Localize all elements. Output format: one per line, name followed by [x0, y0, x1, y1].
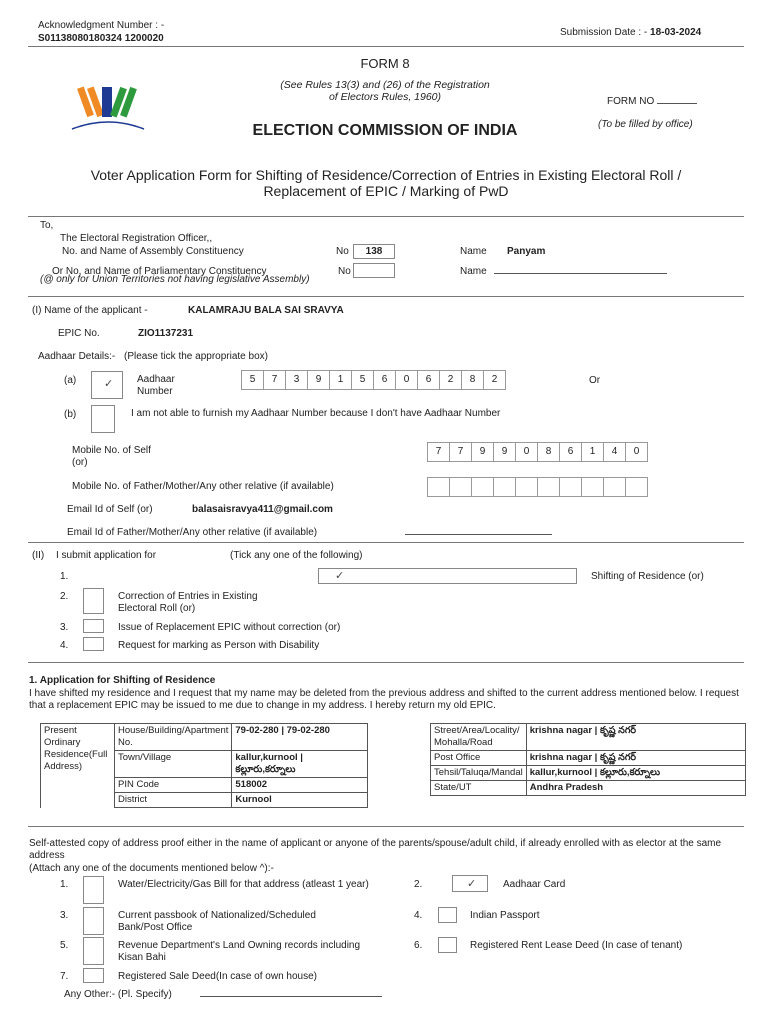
officer-label: The Electoral Registration Officer,,: [60, 233, 213, 244]
digit-cell[interactable]: 6: [559, 442, 582, 462]
digit-cell[interactable]: 2: [439, 370, 462, 390]
doc6-no: 6.: [414, 940, 423, 951]
digit-cell[interactable]: 0: [515, 442, 538, 462]
tehsil-value: kallur,kurnool | కల్లూరు,కర్నూలు: [526, 766, 745, 781]
opt4-label: Request for marking as Person with Disability: [118, 640, 320, 651]
check-icon: ✓: [467, 878, 477, 890]
digit-cell[interactable]: 6: [417, 370, 440, 390]
shifting-heading: 1. Application for Shifting of Residence: [29, 675, 216, 686]
opt4-no: 4.: [60, 640, 69, 651]
digit-cell[interactable]: 6: [373, 370, 396, 390]
pin-value: 518002: [232, 778, 368, 793]
opt1-no: 1.: [60, 571, 69, 582]
post-value: krishna nagar | కృష్ణ నగర్: [526, 751, 745, 766]
form-title: FORM 8: [360, 56, 410, 71]
commission-title: ELECTION COMMISSION OF INDIA: [252, 122, 518, 139]
mobile-relative-label: Mobile No. of Father/Mother/Any other relative (if available): [72, 481, 334, 492]
submission-label: Submission Date : -: [560, 27, 648, 38]
epic-label: EPIC No.: [58, 328, 100, 339]
ack-block: [38, 19, 164, 45]
rules-text: (See Rules 13(3) and (26) of the Registration of Electors Rules, 1960): [280, 79, 490, 103]
ac-no-label: No: [336, 246, 349, 257]
aadhaar-checkbox[interactable]: [91, 371, 123, 399]
pwd-checkbox[interactable]: [83, 637, 104, 651]
tehsil-label: Tehsil/Taluqa/Mandal: [431, 766, 527, 781]
digit-cell[interactable]: 5: [351, 370, 374, 390]
aadhaar-number-label: Aadhaar Number: [137, 374, 175, 397]
epic-value: ZIO1137231: [138, 328, 194, 339]
digit-cell[interactable]: [427, 477, 450, 497]
digit-cell[interactable]: 3: [285, 370, 308, 390]
doc1-label: Water/Electricity/Gas Bill for that address (atleast 1 year): [118, 879, 369, 890]
digit-cell[interactable]: [537, 477, 560, 497]
house-label: House/Building/Apartment No.: [115, 724, 232, 751]
street-label: Street/Area/Locality/ Mohalla/Road: [431, 724, 527, 751]
doc5-label: Revenue Department's Land Owning records including Kisan Bahi: [118, 940, 361, 963]
present-residence-label: Present Ordinary Residence(Full Address): [41, 724, 115, 808]
house-value: 79-02-280 | 79-02-280: [232, 724, 368, 751]
divider: [28, 542, 744, 543]
ac-name-label: Name: [460, 246, 487, 257]
other-doc-label: Any Other:- (Pl. Specify): [64, 989, 172, 1000]
shifting-paragraph: I have shifted my residence and I request that my name may be deleted from the previous address and shifted to the current address mentioned below. I request that a replacement EPIC may be issued to me due to change in my address. I hereby return my old EPIC.: [29, 688, 739, 711]
street-value: krishna nagar | కృష్ణ నగర్: [526, 724, 745, 751]
ac-no-field[interactable]: 138: [353, 244, 395, 259]
digit-cell[interactable]: [581, 477, 604, 497]
check-icon: ✓: [104, 378, 114, 390]
no-aadhaar-checkbox[interactable]: [91, 405, 115, 433]
pc-label: Or No. and Name of Parliamentary Constituency: [52, 266, 267, 277]
town-label: Town/Village: [115, 751, 232, 778]
ut-note: (@ only for Union Territories not having legislative Assembly): [40, 274, 310, 285]
doc3-label: Current passbook of Nationalized/Scheduled Bank/Post Office: [118, 910, 316, 933]
eci-logo: [68, 85, 148, 140]
shifting-checkbox[interactable]: [318, 568, 577, 584]
opt2-label: Correction of Entries in Existing Electoral Roll (or): [118, 591, 258, 614]
digit-cell[interactable]: 8: [537, 442, 560, 462]
email-relative-label: Email Id of Father/Mother/Any other relative (if available): [67, 527, 318, 538]
form-subtitle: Voter Application Form for Shifting of Residence/Correction of Entries in Existing Electoral Roll / Replacement of EPIC / Marking of PwD: [90, 167, 682, 199]
digit-cell[interactable]: [625, 477, 648, 497]
pc-name-label: Name: [460, 266, 487, 277]
state-value: Andhra Pradesh: [526, 781, 745, 796]
divider: [28, 826, 744, 827]
applicant-name-label: (I) Name of the applicant -: [32, 305, 148, 316]
doc4-no: 4.: [414, 910, 423, 921]
doc3-no: 3.: [60, 910, 69, 921]
digit-cell[interactable]: 4: [603, 442, 626, 462]
email-value: balasaisravya411@gmail.com: [192, 504, 333, 515]
divider: [28, 216, 744, 217]
doc7-checkbox[interactable]: [83, 968, 104, 983]
aadhaar-tick-note: (Please tick the appropriate box): [124, 351, 268, 362]
digit-cell[interactable]: 2: [483, 370, 506, 390]
no-aadhaar-text: I am not able to furnish my Aadhaar Number because I don't have Aadhaar Number: [131, 408, 501, 419]
email-label: Email Id of Self (or): [67, 504, 153, 515]
submit-label: I submit application for: [56, 550, 157, 561]
digit-cell[interactable]: 1: [329, 370, 352, 390]
office-note: (To be filled by office): [598, 119, 693, 130]
pc-no-field[interactable]: [353, 263, 395, 278]
digit-cell[interactable]: 9: [307, 370, 330, 390]
proof-intro: Self-attested copy of address proof either in the name of applicant or anyone of the parents/spouse/adult child, if already enrolled with as elector at the same address: [29, 838, 722, 861]
doc4-checkbox[interactable]: [438, 907, 457, 923]
doc1-no: 1.: [60, 879, 69, 890]
submission-block: [560, 27, 701, 38]
mobile-number-field[interactable]: [427, 442, 647, 462]
form-no-line: [657, 103, 697, 104]
mobile-relative-field[interactable]: [427, 477, 647, 497]
digit-cell[interactable]: [471, 477, 494, 497]
digit-cell[interactable]: [603, 477, 626, 497]
pin-label: PIN Code: [115, 778, 232, 793]
proof-attach-note: (Attach any one of the documents mentioned below ^):-: [29, 863, 274, 874]
to-label: To,: [40, 220, 54, 231]
doc5-checkbox[interactable]: [83, 937, 104, 965]
doc1-checkbox[interactable]: [83, 876, 104, 904]
digit-cell[interactable]: [559, 477, 582, 497]
digit-cell[interactable]: 0: [395, 370, 418, 390]
opt3-label: Issue of Replacement EPIC without correction (or): [118, 622, 341, 633]
digit-cell[interactable]: 7: [427, 442, 450, 462]
email-relative-line[interactable]: [405, 524, 552, 535]
digit-cell[interactable]: [449, 477, 472, 497]
divider: [28, 296, 744, 297]
doc6-checkbox[interactable]: [438, 937, 457, 953]
digit-cell[interactable]: [493, 477, 516, 497]
form-no-label: FORM NO: [607, 96, 655, 107]
ack-label: Acknowledgment Number : -: [38, 20, 165, 31]
digit-cell[interactable]: 8: [461, 370, 484, 390]
divider: [28, 662, 744, 663]
doc7-no: 7.: [60, 971, 69, 982]
option-a-label: (a): [64, 375, 77, 386]
opt1-label: Shifting of Residence (or): [591, 571, 704, 582]
correction-checkbox[interactable]: [83, 588, 104, 614]
doc7-label: Registered Sale Deed(In case of own house): [118, 971, 318, 982]
doc4-label: Indian Passport: [470, 910, 540, 921]
aadhaar-number-field[interactable]: [241, 370, 505, 390]
state-label: State/UT: [431, 781, 527, 796]
opt3-no: 3.: [60, 622, 69, 633]
digit-cell[interactable]: [515, 477, 538, 497]
doc3-checkbox[interactable]: [83, 907, 104, 935]
doc2-no: 2.: [414, 879, 423, 890]
digit-cell[interactable]: 7: [263, 370, 286, 390]
ack-number: S01138080180324 1200020: [38, 33, 164, 44]
town-value: kallur,kurnool | కల్లూరు,కర్నూలు: [232, 751, 368, 778]
replacement-checkbox[interactable]: [83, 619, 104, 633]
doc5-no: 5.: [60, 940, 69, 951]
address-table-right: [430, 723, 746, 796]
opt2-no: 2.: [60, 591, 69, 602]
district-label: District: [115, 793, 232, 808]
digit-cell[interactable]: 1: [581, 442, 604, 462]
ac-name-value: Panyam: [507, 246, 546, 257]
digit-cell[interactable]: 7: [449, 442, 472, 462]
ac-label: No. and Name of Assembly Constituency: [62, 246, 244, 257]
digit-cell[interactable]: 5: [241, 370, 264, 390]
submission-date: 18-03-2024: [650, 27, 702, 38]
applicant-name: KALAMRAJU BALA SAI SRAVYA: [188, 305, 344, 316]
doc2-label: Aadhaar Card: [503, 879, 566, 890]
pc-name-line[interactable]: [494, 264, 667, 274]
district-value: Kurnool: [232, 793, 368, 808]
check-icon: ✓: [335, 570, 345, 582]
aadhaar-details-label: Aadhaar Details:-: [38, 351, 116, 362]
other-doc-line[interactable]: [200, 986, 382, 997]
or-label: Or: [589, 375, 601, 386]
form-no-block: [607, 96, 697, 107]
post-label: Post Office: [431, 751, 527, 766]
doc2-checkbox[interactable]: [452, 875, 488, 892]
digit-cell[interactable]: 9: [471, 442, 494, 462]
section2-tick-note: (Tick any one of the following): [230, 550, 363, 561]
divider: [28, 46, 744, 47]
pc-no-label: No: [338, 266, 351, 277]
address-table-left: [40, 723, 368, 808]
mobile-label: Mobile No. of Self (or): [72, 445, 151, 468]
doc6-label: Registered Rent Lease Deed (In case of tenant): [470, 940, 683, 951]
digit-cell[interactable]: 9: [493, 442, 516, 462]
digit-cell[interactable]: 0: [625, 442, 648, 462]
section2-label: (II): [32, 550, 45, 561]
option-b-label: (b): [64, 409, 77, 420]
